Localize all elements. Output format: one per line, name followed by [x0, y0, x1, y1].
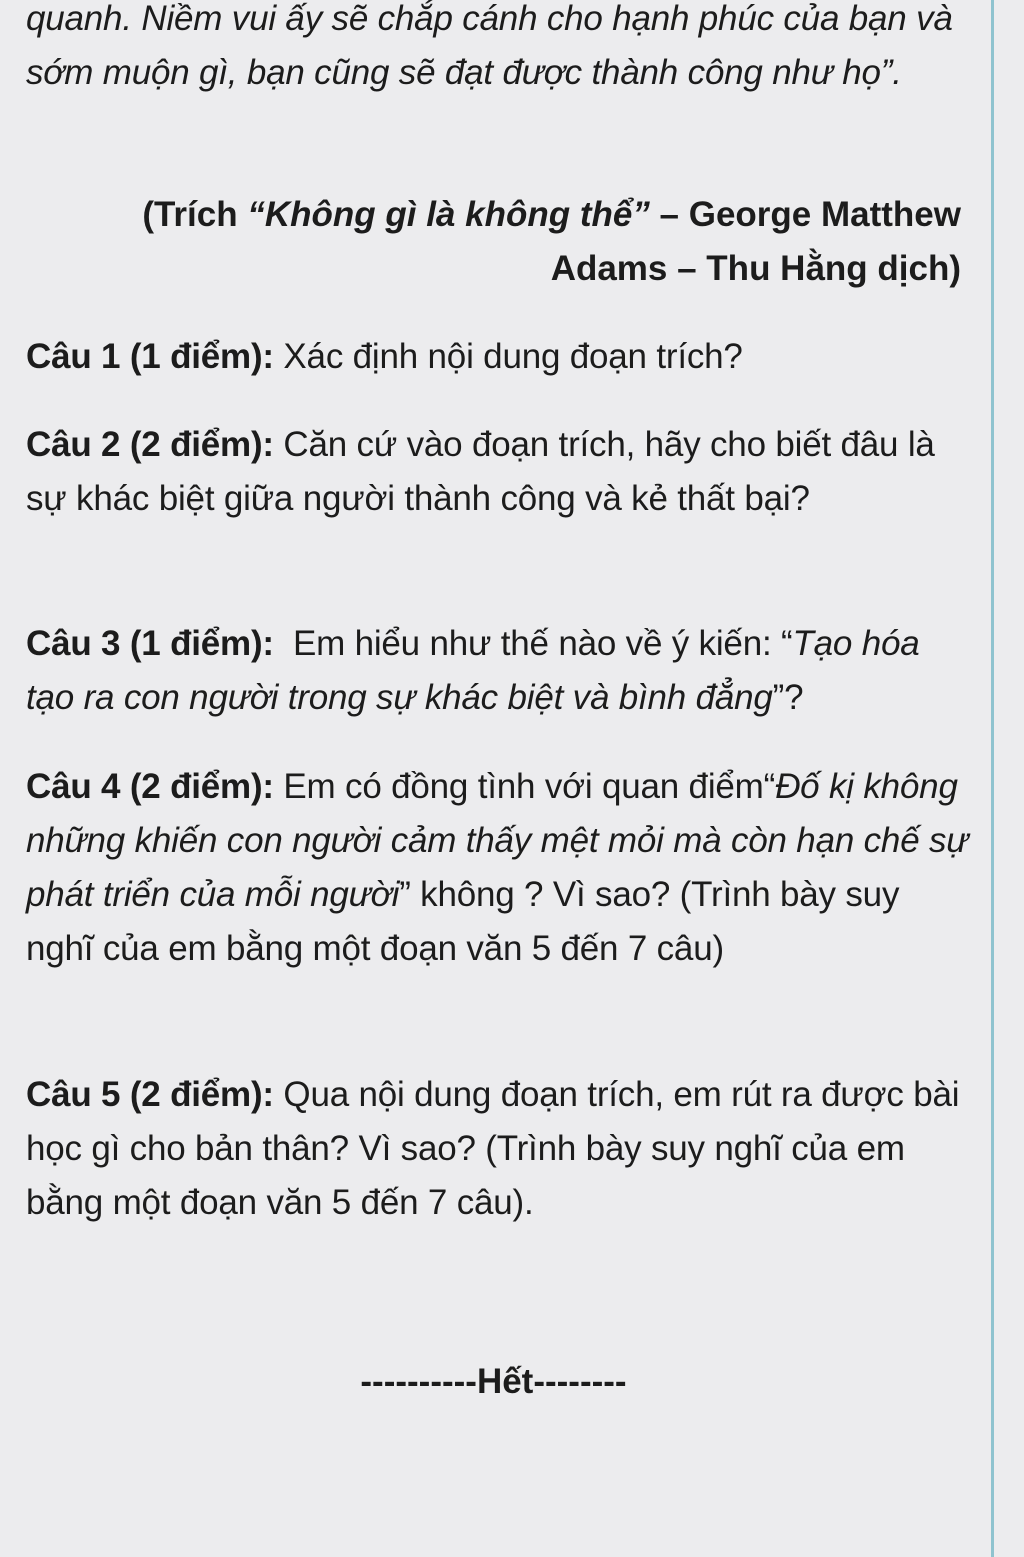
- question-quote: Tạo hóa tạo ra con người trong sự khác biệt và bình đẳng: [26, 624, 920, 717]
- question-label: Câu 5 (2 điểm):: [26, 1075, 274, 1114]
- question-4: [26, 760, 971, 976]
- question-label: Câu 2 (2 điểm):: [26, 425, 274, 464]
- citation-open: (Trích: [142, 195, 248, 234]
- question-label: Câu 4 (2 điểm):: [26, 767, 274, 806]
- question-text-end: ” không ? Vì sao? (Trình bày suy nghĩ của em bằng một đoạn văn 5 đến 7 câu): [26, 875, 900, 968]
- question-text: Qua nội dung đoạn trích, em rút ra được bài học gì cho bản thân? Vì sao? (Trình bày suy nghĩ của em bằng một đoạn văn 5 đến 7 câu).: [26, 1075, 960, 1222]
- question-quote: Đố kị không những khiến con người cảm thấy mệt mỏi mà còn hạn chế sự phát triển của mỗi người: [26, 767, 969, 914]
- question-text: Xác định nội dung đoạn trích?: [273, 337, 743, 376]
- citation-author: – George Matthew: [649, 195, 961, 234]
- intro-paragraph: quanh. Niềm vui ấy sẽ chắp cánh cho hạnh phúc của bạn và sớm muộn gì, bạn cũng sẽ đạt được thành công như họ”.: [26, 0, 953, 92]
- question-3: [26, 617, 971, 725]
- question-label: Câu 1 (1 điểm):: [26, 337, 274, 376]
- citation-translator: Adams – Thu Hằng dịch): [550, 249, 961, 288]
- question-text: Em hiểu như thế nào về ý kiến: “: [273, 624, 793, 663]
- question-2: [26, 418, 971, 526]
- citation-title: “Không gì là không thể”: [247, 195, 650, 234]
- citation: [26, 188, 961, 296]
- question-text: Em có đồng tình với quan điểm“: [273, 767, 776, 806]
- question-label: Câu 3 (1 điểm):: [26, 624, 274, 663]
- page-edge-line: [991, 0, 994, 1557]
- question-text-end: ”?: [772, 678, 804, 717]
- end-marker: ----------Hết--------: [360, 1362, 627, 1401]
- question-text: Căn cứ vào đoạn trích, hãy cho biết đâu là sự khác biệt giữa người thành công và kẻ thất bại?: [26, 425, 935, 518]
- question-5: [26, 1068, 971, 1230]
- question-1: [26, 330, 971, 384]
